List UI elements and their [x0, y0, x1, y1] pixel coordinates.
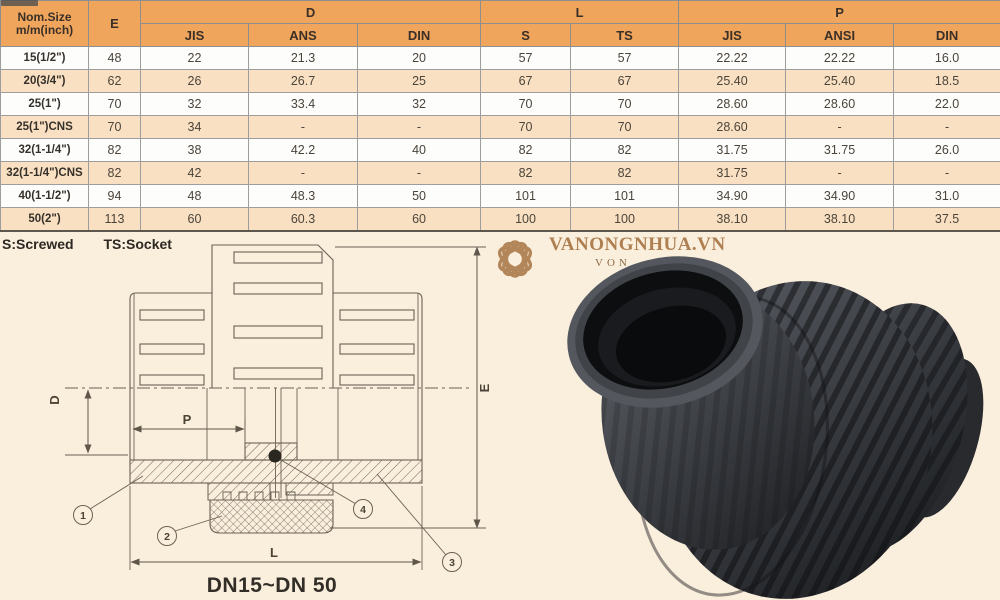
legend-screwed: S:Screwed	[2, 236, 74, 252]
svg-text:1: 1	[80, 510, 86, 522]
union-section-drawing	[0, 228, 520, 600]
row-size-label: 20(3/4")	[1, 70, 89, 93]
table-row	[1, 139, 1000, 162]
table-cell: 101	[571, 185, 679, 208]
table-row	[1, 70, 1000, 93]
table-cell: 37.5	[894, 208, 1000, 232]
drawing-caption: DN15~DN 50	[206, 574, 338, 597]
table-cell: 42.2	[249, 139, 358, 162]
callout-3	[377, 474, 462, 572]
table-cell: 60	[141, 208, 249, 232]
table-cell: 70	[571, 116, 679, 139]
table-cell: 82	[571, 139, 679, 162]
table-cell: 57	[571, 47, 679, 70]
table-cell: 28.60	[679, 116, 786, 139]
table-cell: 82	[89, 162, 141, 185]
table-cell: 34.90	[679, 185, 786, 208]
table-row	[1, 162, 1000, 185]
header-nom-size-line1: Nom.Size	[17, 9, 72, 24]
table-cell: 82	[571, 162, 679, 185]
table-cell: 38.10	[786, 208, 894, 232]
table-cell: 31.75	[679, 139, 786, 162]
svg-text:3: 3	[449, 557, 455, 569]
table-cell: 26.7	[249, 70, 358, 93]
table-cell: 34.90	[786, 185, 894, 208]
table-cell: 25.40	[679, 70, 786, 93]
dimension-p	[133, 412, 245, 441]
header-d-jis: JIS	[141, 24, 249, 47]
table-cell: 25	[358, 70, 481, 93]
table-cell: 18.5	[894, 70, 1000, 93]
table-cell: 34	[141, 116, 249, 139]
table-cell: 70	[89, 93, 141, 116]
table-cell: 38.10	[679, 208, 786, 232]
table-cell: 70	[571, 93, 679, 116]
table-cell: 100	[571, 208, 679, 232]
row-size-label: 25(1")	[1, 93, 89, 116]
watermark-brand: VANONGNHUA.VN	[549, 234, 726, 255]
table-cell: 20	[358, 47, 481, 70]
row-size-label: 15(1/2")	[1, 47, 89, 70]
row-size-label: 50(2")	[1, 208, 89, 232]
table-cell: 22.22	[679, 47, 786, 70]
header-group-p: P	[679, 1, 1000, 24]
table-cell: -	[249, 116, 358, 139]
table-cell: 28.60	[679, 93, 786, 116]
table-row	[1, 185, 1000, 208]
table-cell: -	[358, 116, 481, 139]
table-cell: 60.3	[249, 208, 358, 232]
svg-text:4: 4	[360, 504, 366, 516]
table-cell: 82	[481, 139, 571, 162]
scan-artifact	[1, 0, 38, 6]
table-cell: 48.3	[249, 185, 358, 208]
table-cell: 21.3	[249, 47, 358, 70]
legend-socket: TS:Socket	[103, 236, 172, 252]
row-size-label: 32(1-1/4")CNS	[1, 162, 89, 185]
table-cell: 50	[358, 185, 481, 208]
header-group-l: L	[481, 1, 679, 24]
dimension-e	[330, 247, 492, 528]
row-size-label: 32(1-1/4")	[1, 139, 89, 162]
table-cell: 60	[358, 208, 481, 232]
table-cell: -	[894, 116, 1000, 139]
table-cell: 113	[89, 208, 141, 232]
table-cell: 70	[481, 116, 571, 139]
svg-text:2: 2	[164, 531, 170, 543]
table-cell: 70	[481, 93, 571, 116]
table-cell: 28.60	[786, 93, 894, 116]
header-l-s: S	[481, 24, 571, 47]
table-cell: 31.0	[894, 185, 1000, 208]
table-cell: -	[894, 162, 1000, 185]
header-l-ts: TS	[571, 24, 679, 47]
table-cell: 48	[141, 185, 249, 208]
header-row-subs	[1, 24, 1000, 47]
table-cell: 42	[141, 162, 249, 185]
union-fitting-photo	[540, 240, 1000, 600]
table-cell: 26.0	[894, 139, 1000, 162]
header-nom-size-line2: m/m(inch)	[15, 22, 74, 37]
table-cell: 22	[141, 47, 249, 70]
table-row	[1, 116, 1000, 139]
table-cell: 26	[141, 70, 249, 93]
table-cell: -	[786, 162, 894, 185]
watermark-sub: VON	[595, 257, 631, 269]
table-cell: 32	[358, 93, 481, 116]
header-p-ansi: ANSI	[786, 24, 894, 47]
table-cell: 82	[89, 139, 141, 162]
outline-top-half	[130, 245, 422, 388]
table-cell: -	[358, 162, 481, 185]
dimension-label-e: E	[477, 383, 492, 393]
table-cell: 48	[89, 47, 141, 70]
header-e: E	[89, 1, 141, 47]
table-cell: 38	[141, 139, 249, 162]
row-size-label: 25(1")CNS	[1, 116, 89, 139]
header-nom-size	[1, 1, 89, 47]
table-body	[1, 47, 1000, 232]
section-bottom-half	[130, 388, 422, 533]
table-cell: 94	[89, 185, 141, 208]
table-cell: 70	[89, 116, 141, 139]
dimension-label-l: L	[270, 545, 278, 560]
table-header	[1, 1, 1000, 47]
table-cell: 82	[481, 162, 571, 185]
header-p-jis: JIS	[679, 24, 786, 47]
header-p-din: DIN	[894, 24, 1000, 47]
table-row	[1, 47, 1000, 70]
table-cell: 22.0	[894, 93, 1000, 116]
table-cell: 22.22	[786, 47, 894, 70]
table-cell: 40	[358, 139, 481, 162]
dimension-label-d: D	[47, 395, 62, 405]
header-row-groups	[1, 1, 1000, 24]
dimension-table	[0, 0, 1000, 232]
dimension-d	[47, 390, 128, 455]
header-group-d: D	[141, 1, 481, 24]
table-cell: 33.4	[249, 93, 358, 116]
table-cell: -	[786, 116, 894, 139]
table-cell: 32	[141, 93, 249, 116]
table-cell: 101	[481, 185, 571, 208]
o-ring-dot	[269, 450, 282, 463]
dimension-label-p: P	[182, 412, 192, 427]
table-row	[1, 93, 1000, 116]
table-cell: 25.40	[786, 70, 894, 93]
table-cell: 31.75	[786, 139, 894, 162]
table-cell: 62	[89, 70, 141, 93]
table-cell: 57	[481, 47, 571, 70]
header-d-ans: ANS	[249, 24, 358, 47]
header-d-din: DIN	[358, 24, 481, 47]
table-cell: 67	[571, 70, 679, 93]
table-cell: 67	[481, 70, 571, 93]
table-cell: -	[249, 162, 358, 185]
table-cell: 31.75	[679, 162, 786, 185]
table-cell: 100	[481, 208, 571, 232]
table-cell: 16.0	[894, 47, 1000, 70]
row-size-label: 40(1-1/2")	[1, 185, 89, 208]
